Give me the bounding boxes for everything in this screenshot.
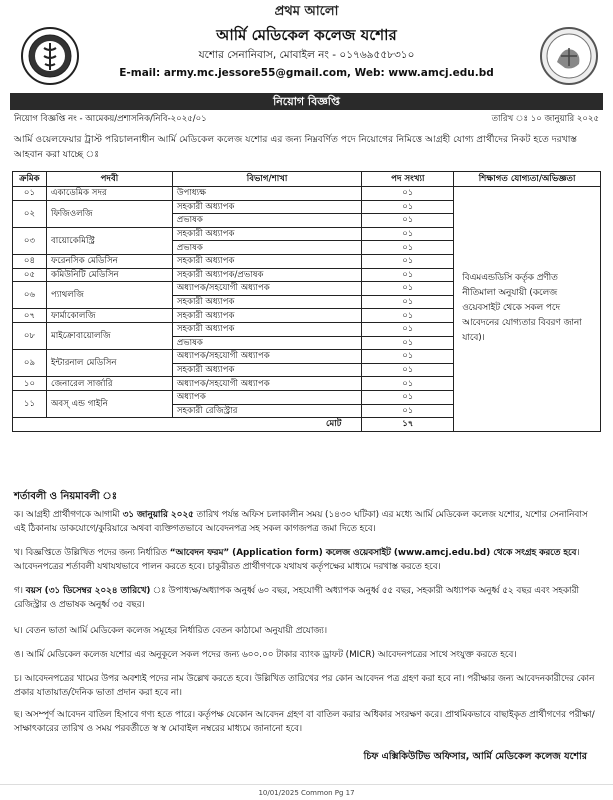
term-ka [14,508,601,536]
signatory: চিফ এক্সিকিউটিভ অফিসার, আর্মি মেডিকেল কলেজ যশোর [363,751,587,762]
serial-cell: ০২ [13,200,47,227]
post-cell: প্যাথলজি [46,282,172,309]
dept-cell: অধ্যাপক/সহযোগী অধ্যাপক [172,377,362,391]
dept-cell: প্রভাষক [172,241,362,255]
term-ga-text-end: ঃ উপাধ্যক্ষ/অধ্যাপক অনুর্ধ্ব ৬০ বছর, সহযোগী অধ্যাপক অনুর্ধ্ব ৫৫ বছর, সহকারী অধ্যাপক অনুর্ধ্ব ৫২ বছর এবং সহকারী রেজিস্ট্রার ও প্রভাষক অনুর্ধ্ব ৩৫ বছর। [14,586,579,610]
count-cell: ০১ [362,187,454,201]
qualification-cell: বিএমএন্ডডিসি কর্তৃক প্রণীত নীতিমালা অনুযায়ী (কলেজ ওয়েবসাইট থেকে সকল পদে আবেদনের যোগ্যতার বিবরণ জানা যাবে)। [454,187,601,432]
term-ga [14,584,601,612]
term-uma: ঙ। আর্মি মেডিকেল কলেজ যশোর এর অনুকূলে সকল পদের জন্য ৬০০.০০ টাকার ব্যাংক ড্রাফট (MICR) আবেদনপত্রের সাথে সংযুক্ত করতে হবে। [14,650,517,660]
notice-date: তারিখ ঃ ১০ জানুয়ারি ২০২৫ [491,114,599,124]
dept-cell: অধ্যাপক/সহযোগী অধ্যাপক [172,350,362,364]
term-ka-text: ক। আগ্রহী প্রার্থীগণকে আগামী [14,510,123,520]
dept-cell: সহকারী অধ্যাপক [172,295,362,309]
reference-number: নিয়োগ বিজ্ঞপ্তি নং - আমেকয়/প্রশাসনিক/নিবি-২০২৫/০১ [14,114,207,124]
post-cell: একাডেমিক সদর [46,187,172,201]
header-count: পদ সংখ্যা [362,172,454,187]
post-cell: মাইক্রোবায়োলজি [46,322,172,349]
recruitment-banner: নিয়োগ বিজ্ঞপ্তি [10,93,603,110]
count-cell: ০১ [362,214,454,228]
table-header-row [13,172,601,187]
dept-cell: উপাধ্যক্ষ [172,187,362,201]
college-contact: E-mail: army.mc.jessore55@gmail.com, Web: www.amcj.edu.bd [119,67,494,79]
term-kha-text-end: । আবেদনপত্রের শর্তাবলী যথাযথভাবে পালন করতে হবে। চাকুরীরত প্রার্থীগণকে যথাযথ কর্তৃপক্ষের মাধ্যমে দরখাস্ত করতে হবে। [14,548,580,572]
total-label: মোট [13,418,362,432]
newspaper-masthead [0,0,613,22]
count-cell: ০১ [362,377,454,391]
post-cell: কমিউনিটি মেডিসিন [46,268,172,282]
post-cell: জেনারেল সার্জারি [46,377,172,391]
terms-title: শর্তাবলী ও নিয়মাবলী ঃ [14,491,118,502]
count-cell: ০১ [362,363,454,377]
term-chha: ছ। অসম্পূর্ণ আবেদন বাতিল হিসাবে গণ্য হতে পারে। কর্তৃপক্ষ যেকোন আবেদন গ্রহণ বা বাতিল করার অধিকার সংরক্ষণ করে। প্রাথমিকভাবে বাছাইকৃত প্রার্থীগণের পরীক্ষা/সাক্ষাৎকারের তারিখ ও সময় পরবর্তীতে স্ব স্ব মোবাইল নম্বরের মাধ্যমে জানানো হবে। [14,710,595,734]
dept-cell: সহকারী অধ্যাপক [172,200,362,214]
count-cell: ০১ [362,268,454,282]
term-kha-text: খ। বিজ্ঞপ্তিতে উল্লিখিত পদের জন্য নির্ধারিত [14,548,170,558]
serial-cell: ০৪ [13,254,47,268]
page-footer: 10/01/2025 Common Pg 17 [0,784,613,800]
serial-cell: ০৫ [13,268,47,282]
intro-paragraph: আর্মি ওয়েলফেয়ার ট্রাস্ট পরিচালনাধীন আর্মি মেডিকেল কলেজ যশোর এর জন্য নিম্নবর্ণিত পদে নিয়োগের নিমিত্তে আগ্রহী যোগ্য প্রার্থীদের নিকট হতে দরখাস্ত আহবান করা যাচ্ছে ঃ [14,134,578,160]
term-gha: ঘ। বেতন ভাতা আর্মি মেডিকেল কলেজ সমূহের নির্ধারিত বেতন কাঠামো অনুযায়ী প্রযোজ্য। [14,626,327,636]
count-cell: ০১ [362,295,454,309]
dept-cell: সহকারী রেজিস্ট্রার [172,404,362,418]
dept-cell: অধ্যাপক [172,390,362,404]
notice-header [10,22,603,94]
vacancy-table [12,171,601,432]
dept-cell: সহকারী অধ্যাপক [172,309,362,323]
post-cell: ফার্মাকোলজি [46,309,172,323]
term-kha [14,546,601,574]
table-row [13,187,601,201]
serial-cell: ০৮ [13,322,47,349]
dept-cell: প্রভাষক [172,214,362,228]
dept-cell: অধ্যাপক/সহযোগী অধ্যাপক [172,282,362,296]
college-name: আর্মি মেডিকেল কলেজ যশোর [216,26,397,44]
term-kha-form-source: “আবেদন ফরম” (Application form) কলেজ ওয়েবসাইট (www.amcj.edu.bd) থেকে সংগ্রহ করতে হবে [169,548,577,558]
count-cell: ০১ [362,404,454,418]
count-cell: ০১ [362,200,454,214]
header-qualification: শিক্ষাগত যোগ্যতা/অভিজ্ঞতা [454,172,601,187]
serial-cell: ০৩ [13,227,47,254]
count-cell: ০১ [362,336,454,350]
dept-cell: সহকারী অধ্যাপক/প্রভাষক [172,268,362,282]
dept-cell: সহকারী অধ্যাপক [172,227,362,241]
dept-cell: প্রভাষক [172,336,362,350]
serial-cell: ০৭ [13,309,47,323]
header-department: বিভাগ/শাখা [172,172,362,187]
college-crest-logo [20,26,80,86]
army-emblem-logo [539,26,599,86]
serial-cell: ০১ [13,187,47,201]
count-cell: ০১ [362,241,454,255]
count-cell: ০১ [362,282,454,296]
term-ga-text: গ। [14,586,26,596]
count-cell: ০১ [362,227,454,241]
serial-cell: ০৬ [13,282,47,309]
term-ka-deadline: ৩১ জানুয়ারি ২০২৫ [122,510,194,520]
dept-cell: সহকারী অধ্যাপক [172,322,362,336]
header-post: পদবী [46,172,172,187]
count-cell: ০১ [362,322,454,336]
serial-cell: ১১ [13,390,47,417]
reference-line [10,112,603,126]
serial-cell: ০৯ [13,350,47,377]
serial-cell: ১০ [13,377,47,391]
masthead-title: প্রথম আলো [274,4,339,19]
count-cell: ০১ [362,390,454,404]
post-cell: বায়োকেমিস্ট্রি [46,227,172,254]
dept-cell: সহকারী অধ্যাপক [172,254,362,268]
post-cell: ইন্টারনাল মেডিসিন [46,350,172,377]
post-cell: ফরেনসিক মেডিসিন [46,254,172,268]
post-cell: অবস্ এন্ড গাইনি [46,390,172,417]
count-cell: ০১ [362,309,454,323]
dept-cell: সহকারী অধ্যাপক [172,363,362,377]
term-cha: চ। আবেদনপত্রের খামের উপর অবশ্যই পদের নাম উল্লেখ করতে হবে। উল্লিখিত তারিখের পর কোন আবেদন পত্র গ্রহণ করা হবে না। পরীক্ষার জন্য আবেদনকারীদের কোন প্রকার যাতায়াত/দৈনিক ভাতা প্রদান করা হবে না। [14,674,595,698]
college-address: যশোর সেনানিবাস, মোবাইল নং - ০১৭৬৯৫৫৮৩১০ [198,49,415,61]
total-value: ১৭ [362,418,454,432]
count-cell: ০১ [362,350,454,364]
count-cell: ০১ [362,254,454,268]
header-serial: ক্রমিক [13,172,47,187]
term-ka-text-end: তারিখ পর্যন্ত অফিস চলাকালীন সময় (১৪৩০ ঘটিকা) এর মধ্যে আর্মি মেডিকেল কলেজ যশোর, যশোর সেনানিবাস এই ঠিকানায় ডাকযোগে/কুরিয়ারে অথবা ব্যক্তিগতভাবে আবেদনপত্র সহ সকল কাগজপত্র জমা দিতে হবে। [14,510,588,534]
post-cell: ফিজিওলজি [46,200,172,227]
term-ga-age-date: বয়স (৩১ ডিসেম্বর ২০২৪ তারিখে) [25,586,151,596]
